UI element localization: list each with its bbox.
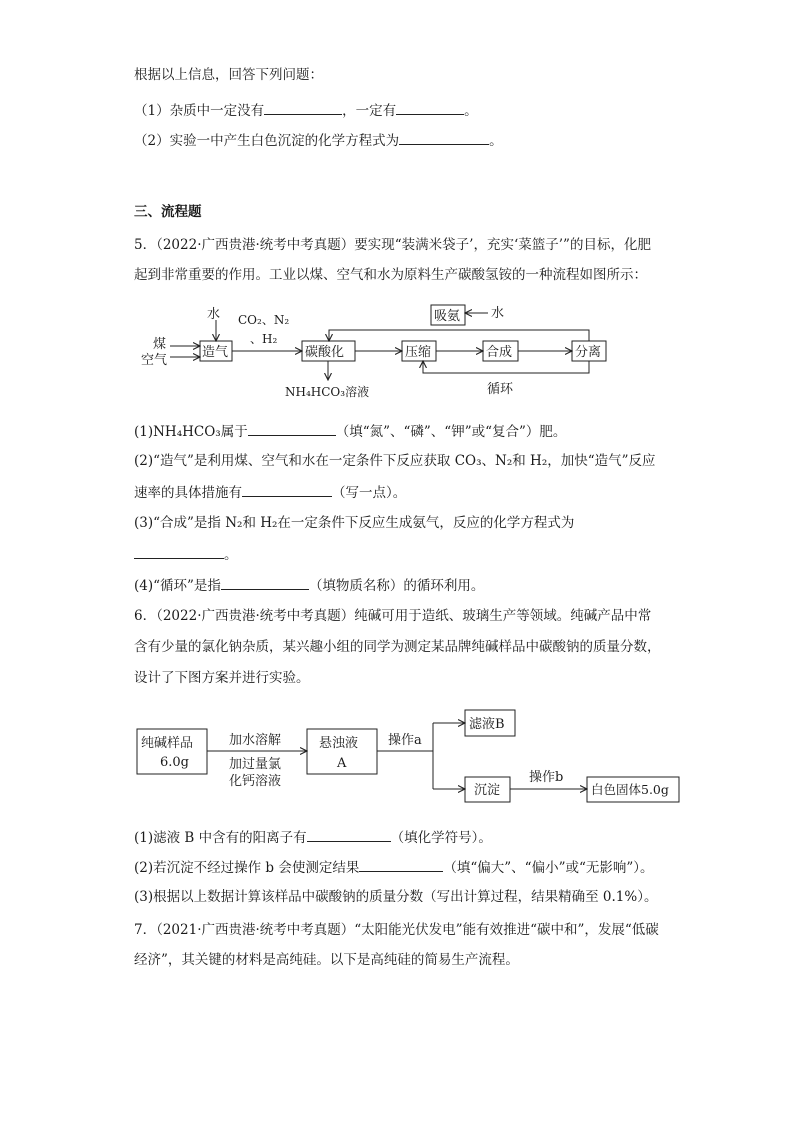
q5-stem-line2: 起到非常重要的作用。工业以煤、空气和水为原料生产碳酸氢铵的一种流程如图所示： (134, 267, 647, 283)
label-filtrate: 滤液B (469, 717, 505, 732)
answer-blank[interactable] (307, 828, 391, 842)
q5-part3-line1: (3)“合成”是指 N₂和 H₂在一定条件下反应生成氨气，反应的化学方程式为 (134, 515, 575, 531)
q6-part1-b: （填化学符号）。 (390, 830, 492, 846)
q6-stem-line2: 含有少量的氯化钠杂质，某兴趣小组的同学为测定某品牌纯碱样品中碳酸钠的质量分数， (134, 639, 661, 655)
label-fenli: 分离 (575, 345, 602, 360)
q5-part1-b: （填“氮”、“磷”、“钾”或“复合”）肥。 (335, 424, 567, 440)
label-water1: 水 (207, 307, 221, 322)
intro-text: 根据以上信息，回答下列问题： (134, 67, 323, 83)
q5-flow-diagram (0, 0, 794, 420)
arrow-recycle (423, 361, 589, 373)
q6-flow-diagram (0, 700, 794, 810)
label-xian: 吸氨 (434, 309, 461, 324)
q4-part2-b: 。 (489, 133, 503, 149)
q5-part2-line2 (134, 483, 406, 502)
q6-stem-line3: 设计了下图方案并进行实验。 (134, 670, 310, 686)
q4-part1-a: （1）杂质中一定没有 (134, 103, 265, 119)
q4-part2-a: （2）实验一中产生白色沉淀的化学方程式为 (134, 133, 400, 149)
q6-stem-line1: 6．（2022·广西贵港·统考中考真题）纯碱可用于造纸、玻璃生产等领域。纯碱产品中常 (134, 608, 652, 624)
answer-blank[interactable] (248, 422, 336, 436)
q6-part3: (3)根据以上数据计算该样品中碳酸钠的质量分数（写出计算过程，结果精确至 0.1%）。 (134, 889, 658, 905)
label-add-cacl-2: 化钙溶液 (229, 774, 282, 789)
q6-part1 (134, 828, 492, 847)
q5-part4-b: （填物质名称）的循环利用。 (308, 578, 485, 594)
q5-stem-line1: 5．（2022·广西贵港·统考中考真题）要实现“装满米袋子’，充实‘菜篮子’”的目标，化肥 (134, 237, 651, 253)
q5-part2-line1: (2)“造气”是利用煤、空气和水在一定条件下反应获取 CO₃、N₂和 H₂，加快“造气”反应 (134, 453, 656, 469)
q5-part1-a: (1)NH₄HCO₃属于 (134, 424, 248, 440)
label-hecheng: 合成 (486, 345, 513, 360)
q6-part1-a: (1)滤液 B 中含有的阳离子有 (134, 830, 307, 846)
q5-part2-c: （写一点）。 (332, 485, 407, 501)
label-yasuo: 压缩 (405, 345, 432, 360)
answer-blank[interactable] (221, 576, 309, 590)
label-op-b: 操作b (529, 770, 564, 785)
q4-part1-c: 。 (464, 103, 478, 119)
answer-blank[interactable] (359, 858, 443, 872)
q5-part4 (134, 576, 484, 595)
label-h2: 、H₂ (250, 332, 278, 346)
q6-part2-a: (2)若沉淀不经过操作 b 会使测定结果 (134, 860, 360, 876)
q6-part2-b: （填“偏大”、“偏小”或“无影响”）。 (443, 860, 654, 876)
q5-part1 (134, 422, 566, 441)
section-heading: 三、流程题 (134, 204, 202, 220)
label-add-cacl-1: 加过量氯 (229, 757, 282, 772)
label-xunhuan: 循环 (487, 382, 514, 397)
answer-blank[interactable] (242, 483, 332, 497)
label-zaoqi: 造气 (202, 345, 229, 360)
label-nh4hco3: NH₄HCO₃溶液 (285, 385, 370, 399)
q5-part2-b: 速率的具体措施有 (134, 485, 242, 501)
q4-part1-b: ，一定有 (342, 103, 397, 119)
q5-part4-a: (4)“循环”是指 (134, 578, 221, 594)
label-coal: 煤 (153, 337, 167, 352)
label-water2: 水 (491, 306, 505, 321)
label-co2n2: CO₂、N₂ (238, 313, 290, 327)
label-solid: 白色固体5.0g (591, 782, 669, 797)
label-precipitate: 沉淀 (474, 783, 501, 798)
label-op-a: 操作a (388, 733, 422, 748)
q6-part2 (134, 858, 654, 877)
q7-stem-line2: 经济”，其关键的材料是高纯硅。以下是高纯硅的简易生产流程。 (134, 952, 519, 968)
label-sample1: 纯碱样品 (141, 736, 194, 751)
label-suspension1: 悬浊液 (319, 736, 359, 751)
q7-stem-line1: 7．（2021·广西贵港·统考中考真题）“太阳能光伏发电”能有效推进“碳中和”，发展“低碳 (134, 922, 659, 938)
label-suspension2: A (337, 756, 347, 771)
q5-part3-b: 。 (224, 547, 238, 563)
label-add-water: 加水溶解 (229, 733, 282, 748)
answer-blank[interactable] (134, 545, 224, 559)
label-sample2: 6.0g (160, 755, 189, 770)
arrow-fenli-to-xian (329, 330, 589, 341)
label-tansuanhua: 碳酸化 (305, 345, 345, 360)
q5-part3-line2 (134, 545, 238, 564)
label-air: 空气 (141, 353, 168, 368)
